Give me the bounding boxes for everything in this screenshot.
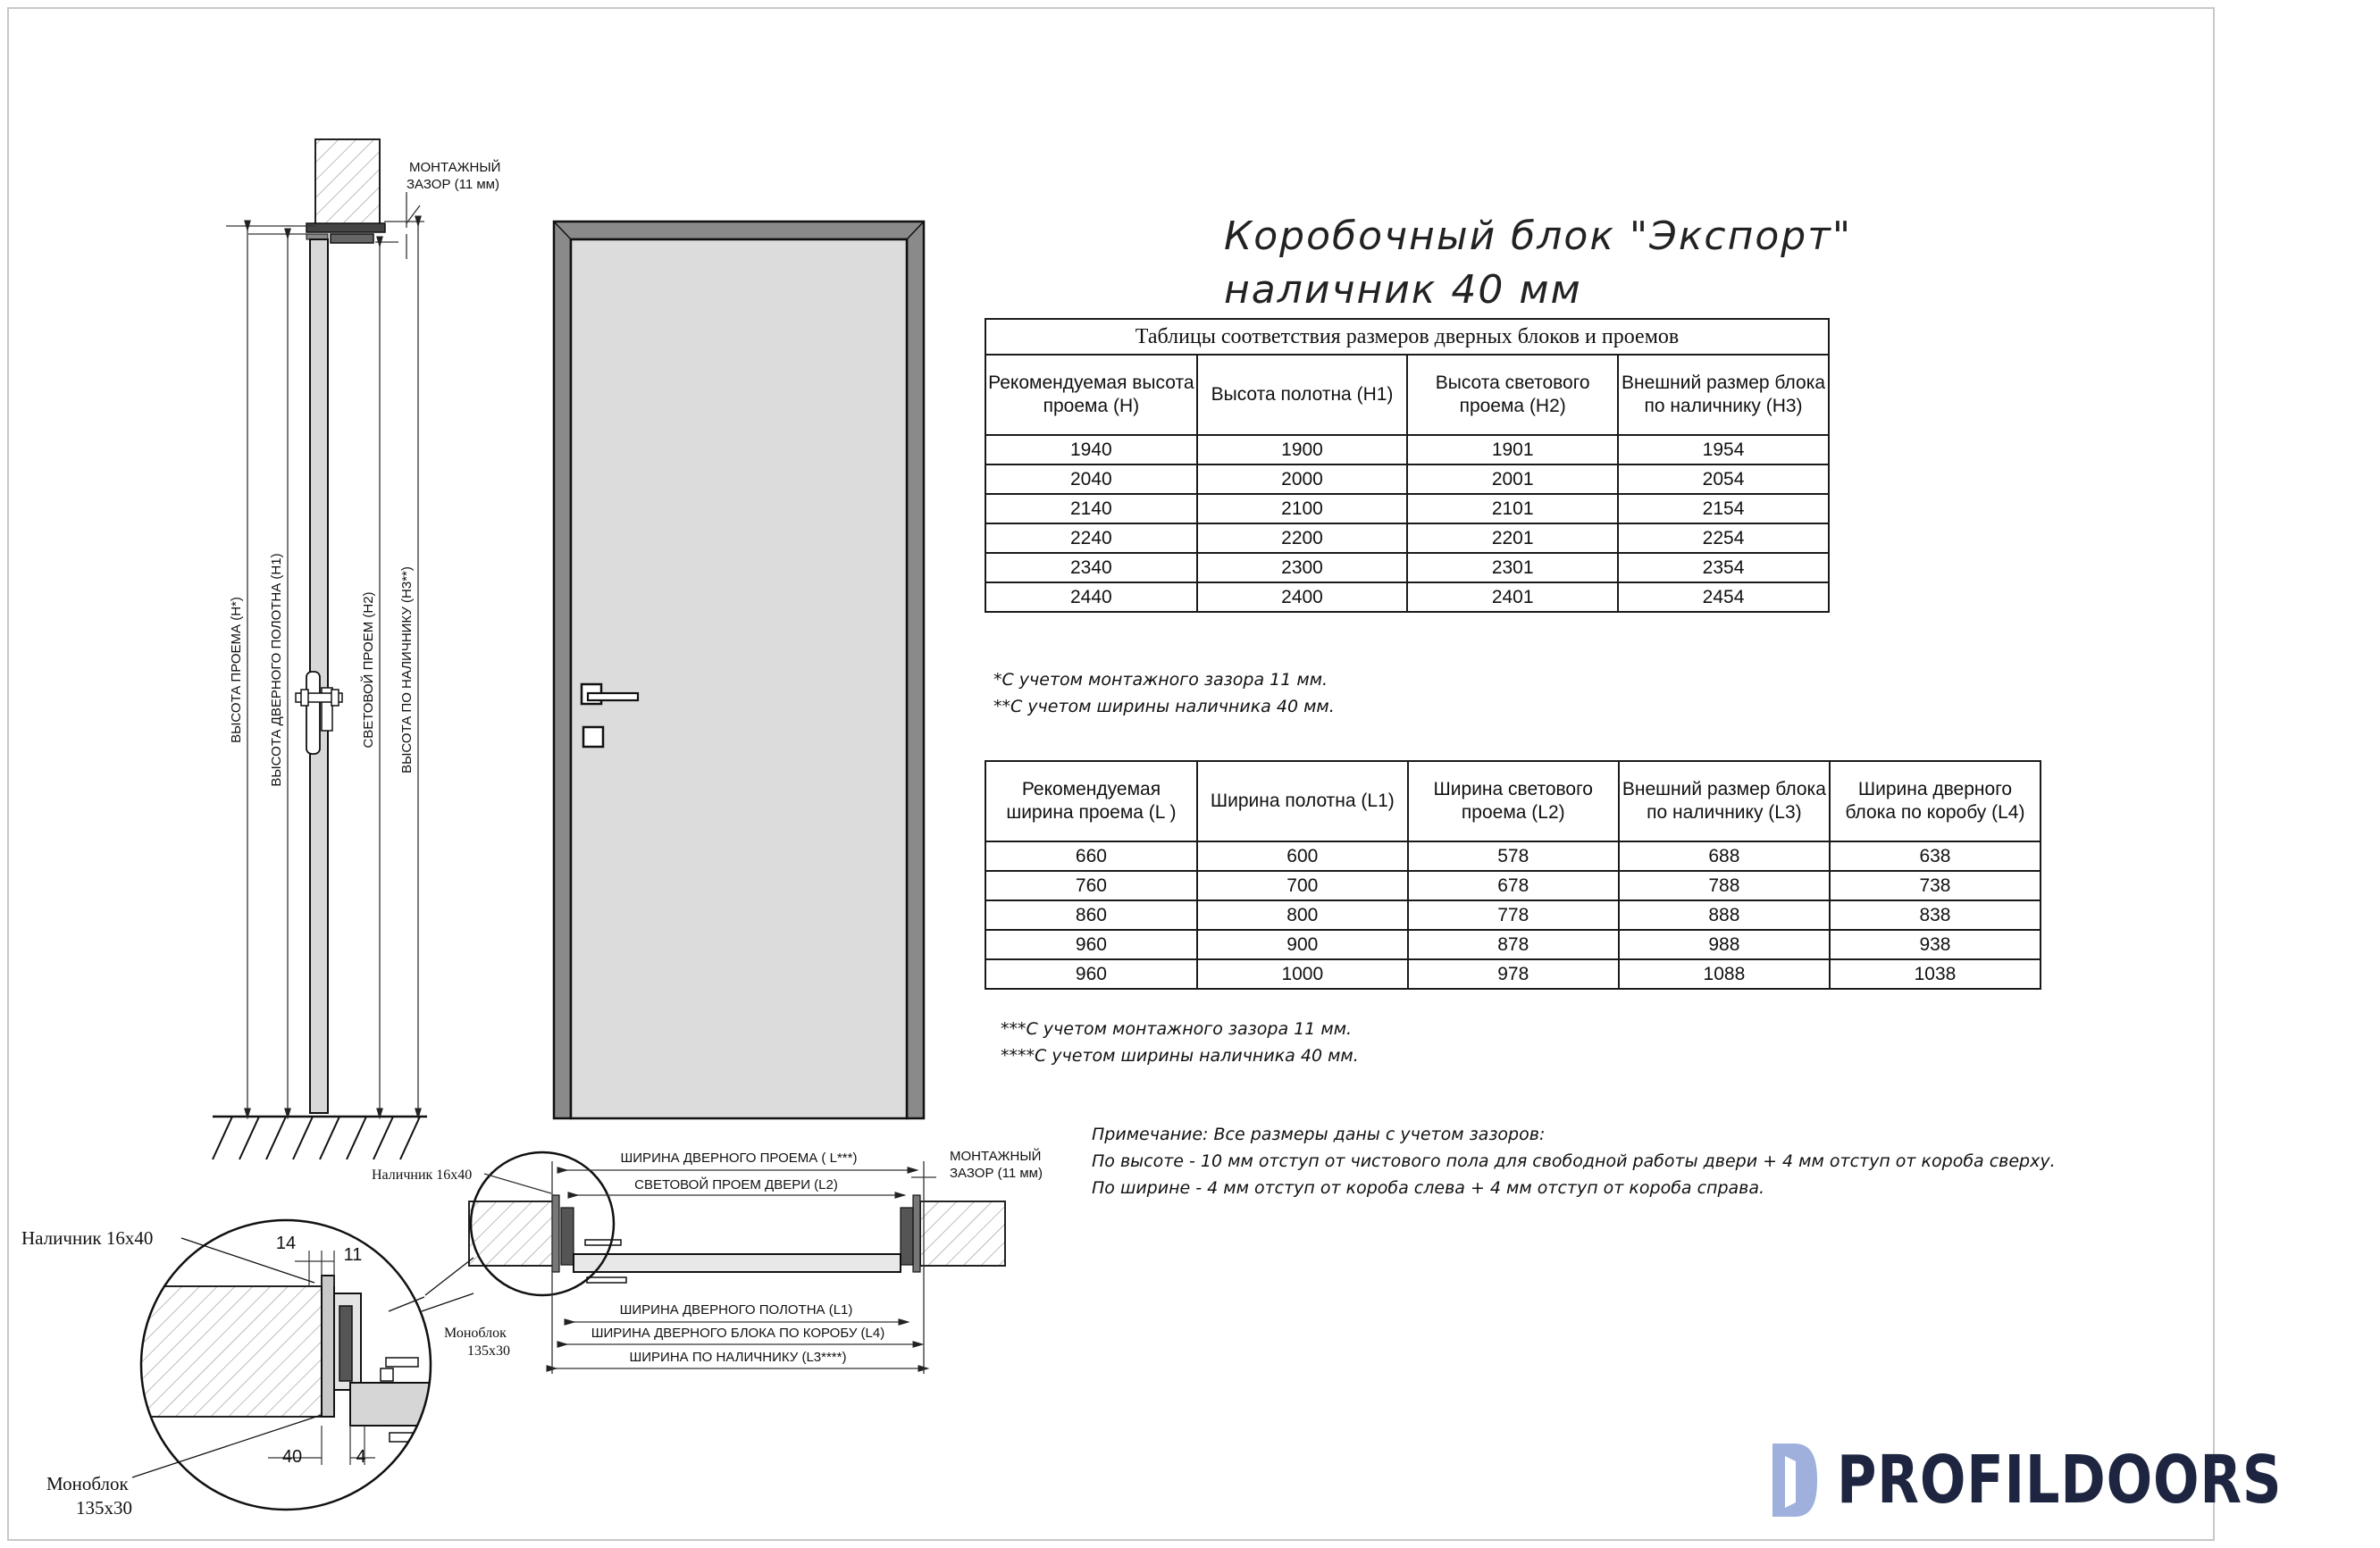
drawing-title-line-1: Коробочный блок "Экспорт" (1224, 213, 1853, 259)
remark-line: Примечание: Все размеры даны с учетом зазоров: (1092, 1125, 1546, 1144)
table-cell: 978 (1408, 959, 1619, 989)
side-dim-h: ВЫСОТА ПРОЕМА (H*) (229, 597, 244, 743)
table-cell: 2200 (1197, 523, 1408, 553)
plan-gap-label-1: МОНТАЖНЫЙ (950, 1149, 1042, 1164)
height-table-header: Высота полотна (H1) (1197, 355, 1408, 435)
table-cell: 2201 (1407, 523, 1618, 553)
width-table (985, 760, 2041, 990)
table-cell: 888 (1619, 900, 1830, 930)
table-cell: 2100 (1197, 494, 1408, 523)
table-cell: 2354 (1618, 553, 1829, 582)
table-row (985, 841, 2041, 871)
width-table-header: Ширина полотна (L1) (1197, 761, 1408, 841)
table-cell: 2300 (1197, 553, 1408, 582)
width-table-header: Рекомендуемая ширина проема (L ) (985, 761, 1197, 841)
side-gap-label-1: МОНТАЖНЫЙ (409, 160, 501, 175)
plan-view (372, 1148, 1043, 1374)
table-cell: 2400 (1197, 582, 1408, 612)
table-cell: 1954 (1618, 435, 1829, 464)
table-cell: 738 (1830, 871, 2041, 900)
height-note: *С учетом монтажного зазора 11 мм. (993, 670, 1328, 690)
table-cell: 2101 (1407, 494, 1618, 523)
table-cell: 878 (1408, 930, 1619, 959)
height-notes (993, 666, 1335, 720)
table-cell: 2140 (985, 494, 1197, 523)
side-dim-h2: СВЕТОВОЙ ПРОЕМ (H2) (361, 591, 376, 749)
detail-dim-40: 40 (281, 1447, 303, 1467)
table-cell: 2454 (1618, 582, 1829, 612)
door-front-view (554, 222, 924, 1118)
plan-monoblok-label-2: 135х30 (467, 1343, 510, 1359)
table-cell: 2401 (1407, 582, 1618, 612)
table-cell: 2154 (1618, 494, 1829, 523)
table-cell: 678 (1408, 871, 1619, 900)
table-cell: 900 (1197, 930, 1408, 959)
table-row (985, 871, 2041, 900)
side-section-view (213, 139, 500, 1159)
table-cell: 2254 (1618, 523, 1829, 553)
table-cell: 1038 (1830, 959, 2041, 989)
plan-dim-l2: СВЕТОВОЙ ПРОЕМ ДВЕРИ (L2) (634, 1177, 838, 1192)
detail-dim-11: 11 (343, 1245, 363, 1265)
detail-monoblok-label-1: Моноблок (46, 1473, 129, 1494)
table-cell: 660 (985, 841, 1197, 871)
side-gap-label-2: ЗАЗОР (11 мм) (406, 177, 499, 192)
table-cell: 2301 (1407, 553, 1618, 582)
table-cell: 760 (985, 871, 1197, 900)
drawing-title (1224, 210, 1852, 317)
brand-wordmark: PROFILDOORS (1837, 1442, 2283, 1519)
door-logo-icon (1769, 1440, 1821, 1520)
remark-block (1092, 1121, 2056, 1201)
table-row (985, 900, 2041, 930)
table-cell: 960 (985, 959, 1197, 989)
height-table-header: Рекомендуемая высота проема (H) (985, 355, 1197, 435)
table-cell: 800 (1197, 900, 1408, 930)
table-cell: 638 (1830, 841, 2041, 871)
table-cell: 1901 (1407, 435, 1618, 464)
table-cell: 1900 (1197, 435, 1408, 464)
table-cell: 960 (985, 930, 1197, 959)
table-row (985, 494, 1829, 523)
table-cell: 2054 (1618, 464, 1829, 494)
table-row (985, 464, 1829, 494)
drawing-title-line-2: наличник 40 мм (1224, 267, 1582, 313)
profildoors-logo (1769, 1440, 2380, 1520)
detail-dim-4: 4 (356, 1447, 366, 1467)
detail-nalichnik-label: Наличник 16х40 (21, 1227, 154, 1249)
table-row (985, 930, 2041, 959)
height-table-header: Высота светового проема (H2) (1407, 355, 1618, 435)
width-table-header-row (985, 761, 2041, 841)
table-cell: 2240 (985, 523, 1197, 553)
height-note: **С учетом ширины наличника 40 мм. (993, 697, 1335, 716)
plan-dim-l: ШИРИНА ДВЕРНОГО ПРОЕМА ( L***) (620, 1151, 858, 1166)
width-notes (1001, 1016, 1359, 1069)
table-cell: 860 (985, 900, 1197, 930)
table-cell: 988 (1619, 930, 1830, 959)
table-row (985, 582, 1829, 612)
plan-dim-l4: ШИРИНА ДВЕРНОГО БЛОКА ПО КОРОБУ (L4) (591, 1326, 885, 1341)
table-cell: 688 (1619, 841, 1830, 871)
plan-monoblok-label-1: Моноблок (444, 1326, 507, 1341)
table-cell: 2040 (985, 464, 1197, 494)
width-table-header: Ширина светового проема (L2) (1408, 761, 1619, 841)
width-table-header: Ширина дверного блока по коробу (L4) (1830, 761, 2041, 841)
detail-monoblok-label-2: 135х30 (76, 1497, 132, 1519)
table-cell: 2000 (1197, 464, 1408, 494)
table-cell: 2440 (985, 582, 1197, 612)
height-table-header: Внешний размер блока по наличнику (H3) (1618, 355, 1829, 435)
table-cell: 700 (1197, 871, 1408, 900)
table-cell: 2001 (1407, 464, 1618, 494)
plan-gap-label-2: ЗАЗОР (11 мм) (950, 1166, 1043, 1181)
table-cell: 1000 (1197, 959, 1408, 989)
side-dim-h1: ВЫСОТА ДВЕРНОГО ПОЛОТНА (H1) (269, 553, 284, 787)
table-row (985, 435, 1829, 464)
table-row (985, 553, 1829, 582)
table-cell: 838 (1830, 900, 2041, 930)
table-cell: 1088 (1619, 959, 1830, 989)
plan-dim-l1: ШИРИНА ДВЕРНОГО ПОЛОТНА (L1) (619, 1302, 853, 1318)
side-dim-h3: ВЫСОТА ПО НАЛИЧНИКУ (H3**) (399, 566, 415, 774)
height-table-header-row (985, 355, 1829, 435)
door-lock-plate (583, 727, 603, 747)
width-table-header: Внешний размер блока по наличнику (L3) (1619, 761, 1830, 841)
table-row (985, 523, 1829, 553)
height-table (985, 318, 1830, 613)
door-handle-lever (588, 693, 638, 700)
table-cell: 778 (1408, 900, 1619, 930)
plan-dim-l3: ШИРИНА ПО НАЛИЧНИКУ (L3****) (629, 1350, 847, 1365)
detail-dim-14: 14 (275, 1234, 297, 1253)
table-row (985, 959, 2041, 989)
table-cell: 788 (1619, 871, 1830, 900)
width-note: ***С учетом монтажного зазора 11 мм. (1001, 1019, 1353, 1039)
table-cell: 2340 (985, 553, 1197, 582)
remark-line: По высоте - 10 мм отступ от чистового пола для свободной работы двери + 4 мм отступ от короба сверху. (1092, 1151, 2056, 1171)
remark-line: По ширине - 4 мм отступ от короба слева + 4 мм отступ от короба справа. (1092, 1178, 1765, 1198)
table-cell: 1940 (985, 435, 1197, 464)
plan-nalichnik-label: Наличник 16х40 (372, 1167, 473, 1183)
table-cell: 938 (1830, 930, 2041, 959)
height-table-caption: Таблицы соответствия размеров дверных блоков и проемов (985, 319, 1829, 355)
width-note: ****С учетом ширины наличника 40 мм. (1001, 1046, 1359, 1066)
table-cell: 600 (1197, 841, 1408, 871)
detail-circle-view (21, 1220, 473, 1519)
table-cell: 578 (1408, 841, 1619, 871)
